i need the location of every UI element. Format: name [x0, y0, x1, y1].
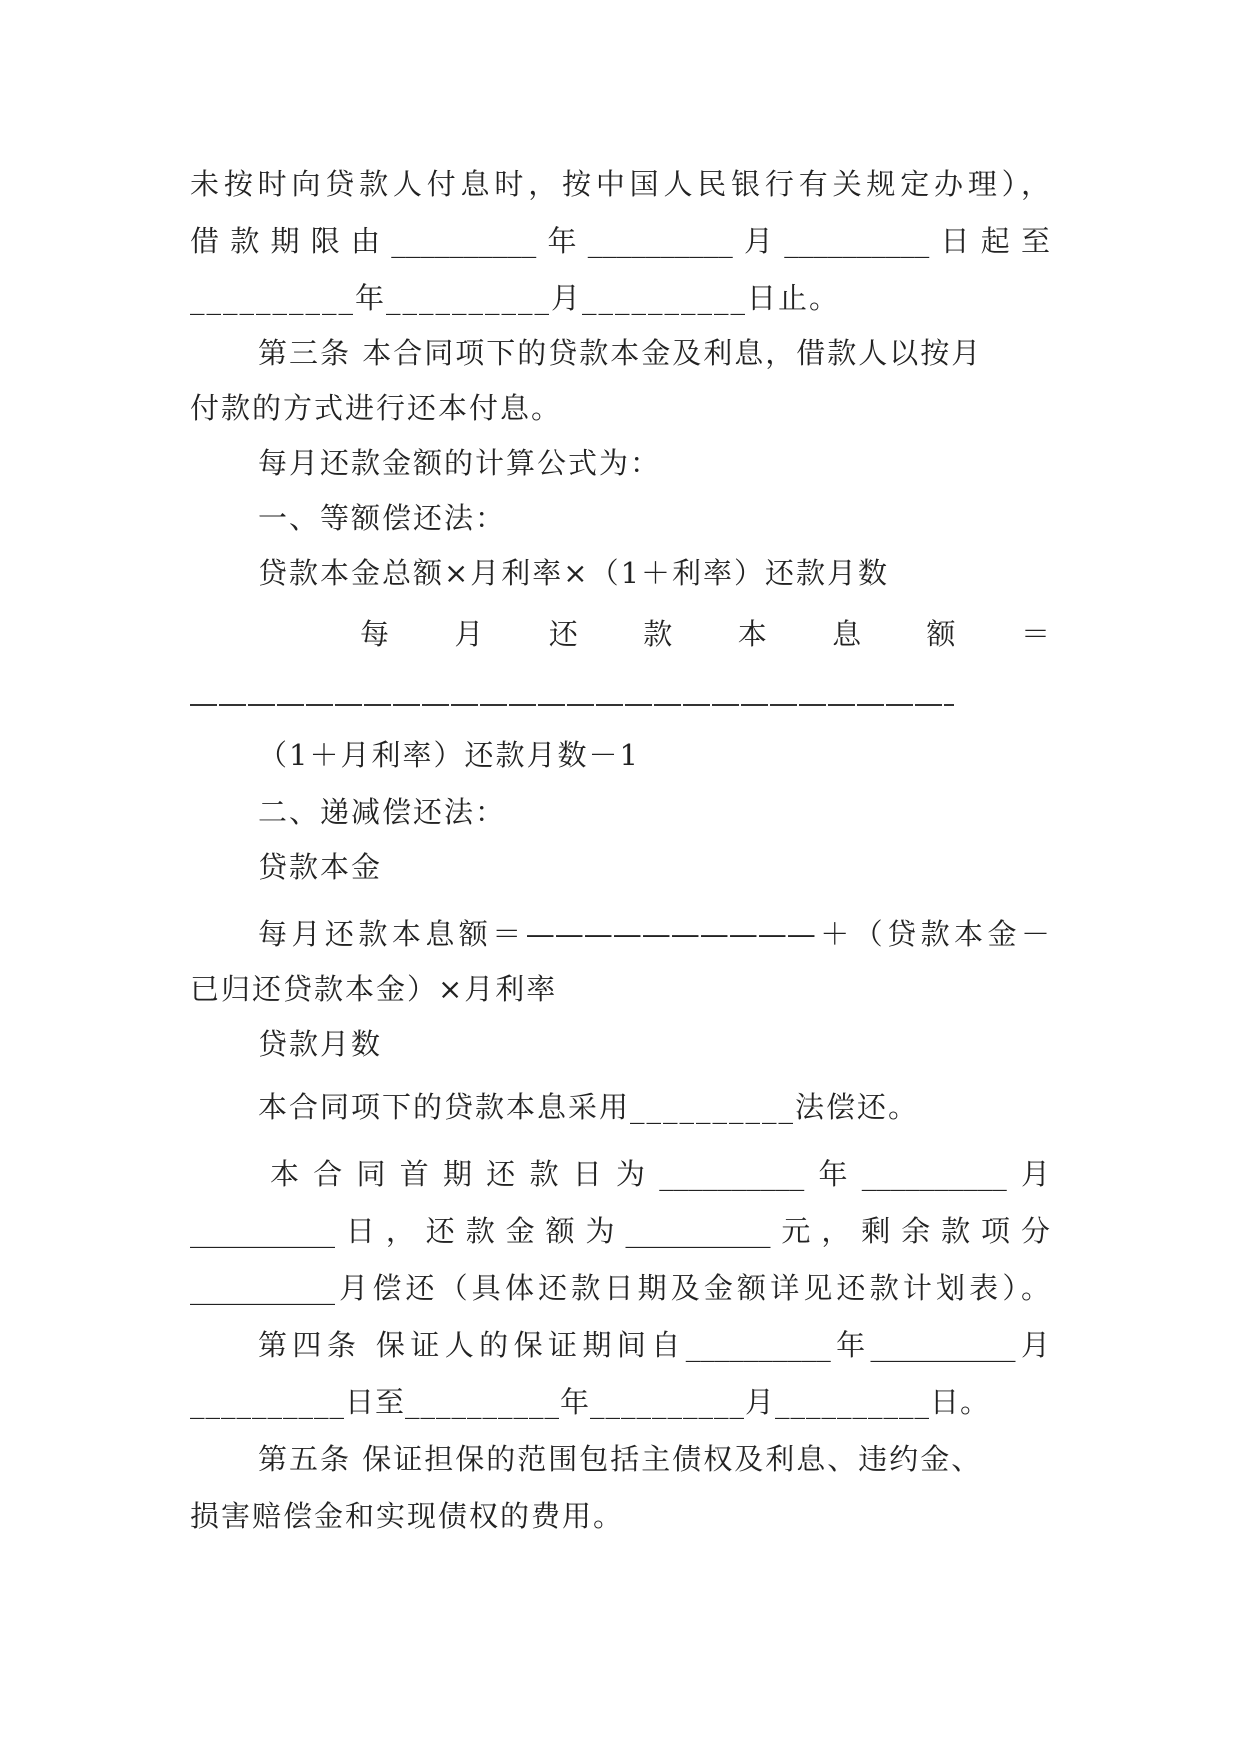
text-line-1: 未按时向贷款人付息时，按中国人民银行有关规定办理）， [190, 167, 1050, 201]
repayment-schedule-line: __________月偿还（具体还款日期及金额详见还款计划表）。 [190, 1271, 1050, 1305]
fraction-rule-gaps [190, 700, 954, 710]
text-line-2: 借款期限由__________年__________月__________日起至 [190, 224, 1050, 258]
repayment-amount-line: __________日，还款金额为__________元，剩余款项分 [190, 1214, 1050, 1248]
text-line-5: 付款的方式进行还本付息。 [190, 391, 563, 425]
first-repayment-line: 本合同首期还款日为__________年__________月 [270, 1157, 1050, 1191]
formula-2-continuation: 已归还贷款本金）×月利率 [190, 972, 558, 1006]
formula-1-numerator: 贷款本金总额×月利率×（1＋利率）还款月数 [258, 556, 890, 590]
formula-1-label: 每 月 还 款 本 息 额 ＝ [360, 617, 1050, 651]
text-line-3: __________年__________月__________日止。 [190, 281, 841, 315]
method-2-title: 二、递减偿还法： [258, 795, 507, 829]
article-4-line: 第四条 保证人的保证期间自__________年__________月 [258, 1328, 1050, 1362]
formula-2-numerator: 贷款本金 [258, 850, 383, 884]
formula-intro: 每月还款金额的计算公式为： [258, 446, 662, 480]
guarantee-period-line: __________日至__________年__________月__________日。 [190, 1385, 991, 1419]
article-5-line: 第五条 保证担保的范围包括主债权及利息、违约金、 [258, 1442, 983, 1476]
method-1-title: 一、等额偿还法： [258, 501, 507, 535]
repayment-method-line: 本合同项下的贷款本息采用__________法偿还。 [258, 1090, 920, 1124]
formula-2-line: 每月还款本息额＝——————————＋（贷款本金－ [258, 917, 1050, 951]
formula-1-denominator: （1＋月利率）还款月数－1 [258, 738, 640, 772]
article-3-heading-line: 第三条 本合同项下的贷款本金及利息，借款人以按月 [258, 336, 983, 370]
formula-2-denominator: 贷款月数 [258, 1027, 383, 1061]
guarantee-scope-line: 损害赔偿金和实现债权的费用。 [190, 1499, 625, 1533]
